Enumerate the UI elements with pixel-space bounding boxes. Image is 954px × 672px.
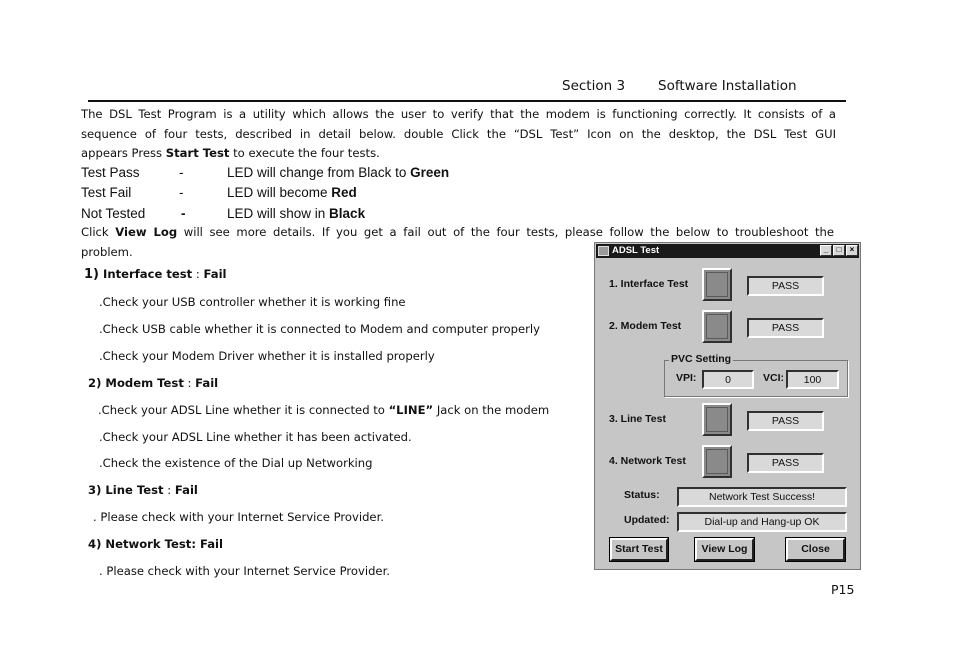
list-item: . Please check with your Internet Service Provider. [99, 564, 390, 578]
maximize-button[interactable]: □ [833, 245, 845, 256]
dialog-titlebar[interactable] [596, 244, 859, 258]
network-test-result: PASS [747, 453, 824, 473]
updated-field: Dial-up and Hang-up OK [677, 512, 847, 532]
list-item: . Please check with your Internet Service Provider. [93, 510, 384, 524]
list-item: .Check your ADSL Line whether it has been activated. [99, 430, 412, 444]
legend-desc: LED will change from Black to Green [227, 165, 450, 180]
intro-line: sequence of four tests, described in detail below. double Click the “DSL Test” Icon on the desktop, the DSL Test GUI [81, 126, 836, 141]
legend-dash: - [179, 185, 184, 200]
intro-paragraph [81, 105, 836, 164]
interface-test-label: 1. Interface Test [609, 278, 689, 290]
vci-label: VCI: [763, 372, 784, 384]
vpi-field[interactable]: 0 [702, 370, 754, 389]
legend-term: Test Pass [81, 165, 140, 180]
legend-dash: - [179, 165, 184, 180]
network-test-label: 4. Network Test [609, 455, 686, 467]
legend-term: Test Fail [81, 185, 132, 200]
viewlog-line: problem. [81, 244, 133, 259]
vci-field[interactable]: 100 [786, 370, 839, 389]
line-test-led [702, 403, 732, 436]
intro-line: The DSL Test Program is a utility which allows the user to verify that the modem is functioning correctly. It consists of a [81, 107, 836, 121]
section-2-heading: 2) Modem Test : Fail [88, 376, 219, 390]
header-rule [88, 100, 846, 102]
section-4-heading: 4) Network Test: Fail [88, 537, 224, 551]
close-window-button[interactable]: × [846, 245, 858, 256]
page-number: P15 [831, 582, 855, 597]
legend-term: Not Tested [81, 206, 146, 221]
modem-test-result: PASS [747, 318, 824, 338]
vpi-label: VPI: [676, 372, 697, 384]
intro-line: appears Press Start Test to execute the four tests. [81, 146, 380, 161]
close-button[interactable]: Close [786, 538, 845, 561]
section-3-heading: 3) Line Test : Fail [88, 483, 198, 497]
section-number: Section 3 [562, 78, 626, 94]
view-log-term: View Log [115, 225, 178, 239]
list-item: .Check your ADSL Line whether it is connected to “LINE” Jack on the modem [98, 403, 550, 417]
list-item: .Check USB cable whether it is connected to Modem and computer properly [99, 322, 540, 336]
interface-test-led [702, 268, 732, 301]
viewlog-line: Click View Log will see more details. If you get a fail out of the four tests, please follow the below to troubleshoot the [81, 225, 834, 239]
app-icon [598, 246, 609, 256]
start-test-term: Start Test [165, 146, 230, 161]
updated-label: Updated: [624, 514, 670, 526]
minimize-button[interactable]: _ [820, 245, 832, 256]
section-1-heading: 1) Interface test : Fail [84, 267, 227, 282]
interface-test-result: PASS [747, 276, 824, 296]
dialog-title: ADSL Test [612, 245, 660, 256]
pvc-setting-caption: PVC Setting [671, 353, 732, 365]
start-test-button[interactable]: Start Test [610, 538, 668, 561]
modem-test-led [702, 310, 732, 343]
section-title: Software Installation [658, 78, 797, 94]
pvc-setting-group [664, 353, 848, 397]
modem-test-label: 2. Modem Test [609, 320, 682, 332]
network-test-led [702, 445, 732, 478]
legend-desc: LED will show in Black [227, 206, 366, 221]
status-field: Network Test Success! [677, 487, 847, 507]
view-log-button[interactable]: View Log [695, 538, 754, 561]
legend-dash: - [181, 206, 186, 221]
legend-desc: LED will become Red [227, 185, 357, 200]
adsl-test-dialog [594, 242, 861, 570]
line-test-label: 3. Line Test [609, 413, 666, 425]
list-item: .Check your USB controller whether it is working fine [99, 295, 406, 309]
status-label: Status: [624, 489, 660, 501]
list-item: .Check the existence of the Dial up Networking [99, 456, 373, 470]
line-test-result: PASS [747, 411, 824, 431]
list-item: .Check your Modem Driver whether it is installed properly [99, 349, 435, 363]
